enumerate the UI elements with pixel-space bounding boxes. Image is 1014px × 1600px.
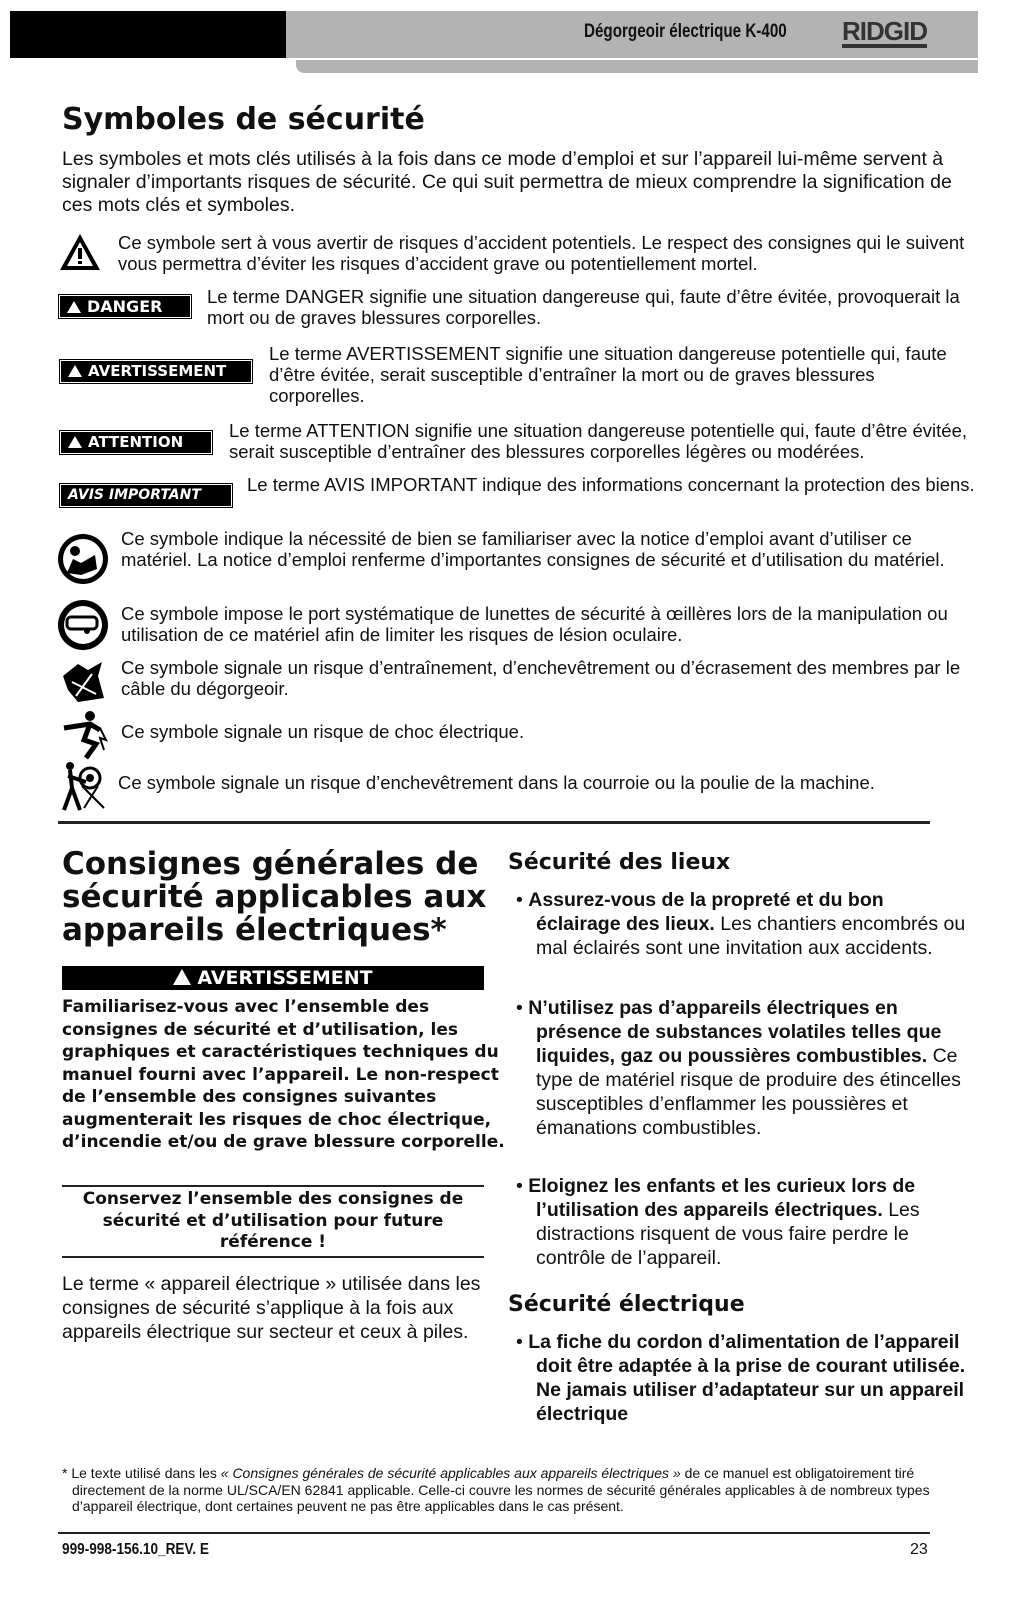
symbol-text: Le terme DANGER signifie une situation dangereuse qui, faute d’être évitée, provoquerait la mort ou de graves blessures corporelles. (207, 286, 960, 328)
bullet-item: • Assurez-vous de la propreté et du bon éclairage des lieux. Les chantiers encombrés ou mal éclairés sont une invitation aux accidents. (516, 889, 966, 959)
ridgid-logo: RIDGID (842, 16, 927, 46)
avertissement-banner (62, 966, 484, 990)
avertissement-badge (61, 361, 251, 382)
warning-text: Familiarisez-vous avec l’ensemble des consignes de sécurité et d’utilisation, les graphiques et caractéristiques techniques du manuel fourni avec l’appareil. Le non-respect de l’ensemble des consignes suivantes augmenterait les risques de choc électrique, d’incendie et/ou de grave blessure corporelle. (62, 997, 505, 1152)
electrical-safety-heading: Sécurité électrique (508, 1292, 745, 1317)
header-black-bar (10, 11, 286, 58)
bullet-item: • La fiche du cordon d’alimentation de l’appareil doit être adaptée à la prise de courant utilisée. Ne jamais utiliser d’adaptateur sur un appareil électrique (516, 1331, 966, 1425)
terme-paragraph: Le terme « appareil électrique » utilisée dans les consignes de sécurité s’applique à la fois aux appareils électrique sur secteur et ceux à piles. (62, 1273, 481, 1343)
header-strip (296, 60, 978, 73)
electric-shock-icon (60, 710, 108, 760)
symbol-text: Le terme AVIS IMPORTANT indique des informations concernant la protection des biens. (247, 474, 975, 495)
warning-triangle-icon (67, 301, 81, 313)
bullet-bold: Eloignez les enfants et les curieux lors de l’utilisation des appareils électriques. (528, 1175, 916, 1221)
symbol-text: Le terme ATTENTION signifie une situation dangereuse potentielle qui, faute d’être évitée, serait susceptible d’entraîner des blessures corporelles légères ou modérées. (229, 420, 968, 462)
page-number: 23 (910, 1541, 928, 1558)
badge-label: ATTENTION (88, 433, 184, 451)
symbol-text: Ce symbole indique la nécessité de bien se familiariser avec la notice d’emploi avant d’utiliser ce matériel. La notice d’emploi renferme d’importantes consignes de sécurité et d’utilisation du matériel. (121, 528, 945, 570)
bullet-bold: Assurez-vous de la propreté et du bon éclairage des lieux. (528, 889, 884, 935)
avis-important-badge (61, 485, 231, 506)
badge-label: AVIS IMPORTANT (68, 487, 201, 503)
danger-badge (60, 296, 190, 317)
attention-badge (61, 432, 211, 453)
read-manual-icon (57, 533, 109, 585)
symbol-text: Ce symbole sert à vous avertir de risques d’accident potentiels. Le respect des consignes qui le suivent vous permettra d’éviter les risques d’accident grave ou potentiellement mortel. (118, 232, 965, 274)
warning-triangle-icon (173, 969, 191, 985)
symbol-text: Ce symbole impose le port systématique de lunettes de sécurité à œillères lors de la manipulation ou utilisation de ce matériel afin de limiter les risques de lésion oculaire. (121, 603, 948, 645)
warning-triangle-icon (68, 365, 82, 377)
symbol-text: Ce symbole signale un risque de choc électrique. (121, 721, 525, 742)
belt-pulley-icon (60, 760, 112, 812)
bullet-text: Ce type de matériel risque de produire des étincelles susceptibles d’enflammer les poussières et émanations combustibles. (536, 1045, 961, 1139)
entanglement-icon (58, 656, 108, 706)
footnote-text: * Le texte utilisé dans les (62, 1465, 221, 1481)
general-safety-heading: Consignes générales de sécurité applicables aux appareils électriques* (62, 846, 487, 948)
footnote-text: de ce manuel est obligatoirement tiré directement de la norme UL/SCA/EN 62841 applicable. Celle-ci couvre les normes de sécurité générales applicables à de nombreux types d’appareil électrique, dont certaines peuvent ne pas être applicables dans le cas présent. (72, 1465, 930, 1514)
bullet-item: • N’utilisez pas d’appareils électriques en présence de substances volatiles telles que liquides, gaz ou poussières combustibles. Ce type de matériel risque de produire des étincelles susceptibles d’enflammer les poussières et émanations combustibles. (516, 997, 961, 1139)
keep-instructions-notice: Conservez l’ensemble des consignes de sécurité et d’utilisation pour future référence ! (62, 1185, 484, 1258)
bullet-bold: N’utilisez pas d’appareils électriques en présence de substances volatiles telles que liquides, gaz ou poussières combustibles. (528, 997, 942, 1067)
intro-paragraph: Les symboles et mots clés utilisés à la fois dans ce mode d’emploi et sur l’appareil lui-même servent à signaler d’importants risques de sécurité. Ce qui suit permettra de mieux comprendre la signification de ces mots clés et symboles. (62, 148, 952, 216)
banner-label: AVERTISSEMENT (197, 967, 373, 989)
warning-triangle-icon (68, 436, 82, 448)
symbol-text: Le terme AVERTISSEMENT signifie une situation dangereuse potentielle qui, faute d’être évitée, serait susceptible d’entraîner la mort ou de graves blessures corporelles. (269, 343, 947, 406)
footnote-italic: « Consignes générales de sécurité applicables aux appareils électriques » (220, 1465, 681, 1481)
document-number: 999-998-156.10_REV. E (62, 1541, 209, 1558)
badge-label: AVERTISSEMENT (88, 362, 227, 380)
section-divider (58, 821, 930, 824)
work-area-safety-heading: Sécurité des lieux (508, 850, 731, 875)
bullet-item: • Eloignez les enfants et les curieux lors de l’utilisation des appareils électriques. Les distractions risquent de vous faire perdre le contrôle de l’appareil. (516, 1175, 920, 1269)
badge-label: DANGER (87, 297, 163, 316)
warning-triangle-icon (58, 232, 102, 272)
bullet-text: Les chantiers encombrés ou mal éclairés sont une invitation aux accidents. (536, 913, 966, 959)
symbol-text: Ce symbole signale un risque d’enchevêtrement dans la courroie ou la poulie de la machine. (118, 772, 875, 793)
safety-goggles-icon (57, 599, 109, 651)
page-title: Symboles de sécurité (62, 102, 425, 137)
symbol-text: Ce symbole signale un risque d’entraînement, d’enchevêtrement ou d’écrasement des membres par le câble du dégorgeoir. (121, 657, 961, 699)
footnote (62, 1465, 942, 1515)
footer-divider (58, 1532, 930, 1534)
header-title: Dégorgeoir électrique K-400 (584, 21, 787, 42)
bullet-text: Les distractions risquent de vous faire perdre le contrôle de l’appareil. (536, 1199, 920, 1269)
bullet-bold: La fiche du cordon d’alimentation de l’appareil doit être adaptée à la prise de courant utilisée. Ne jamais utiliser d’adaptateur sur un appareil électrique (528, 1331, 966, 1425)
